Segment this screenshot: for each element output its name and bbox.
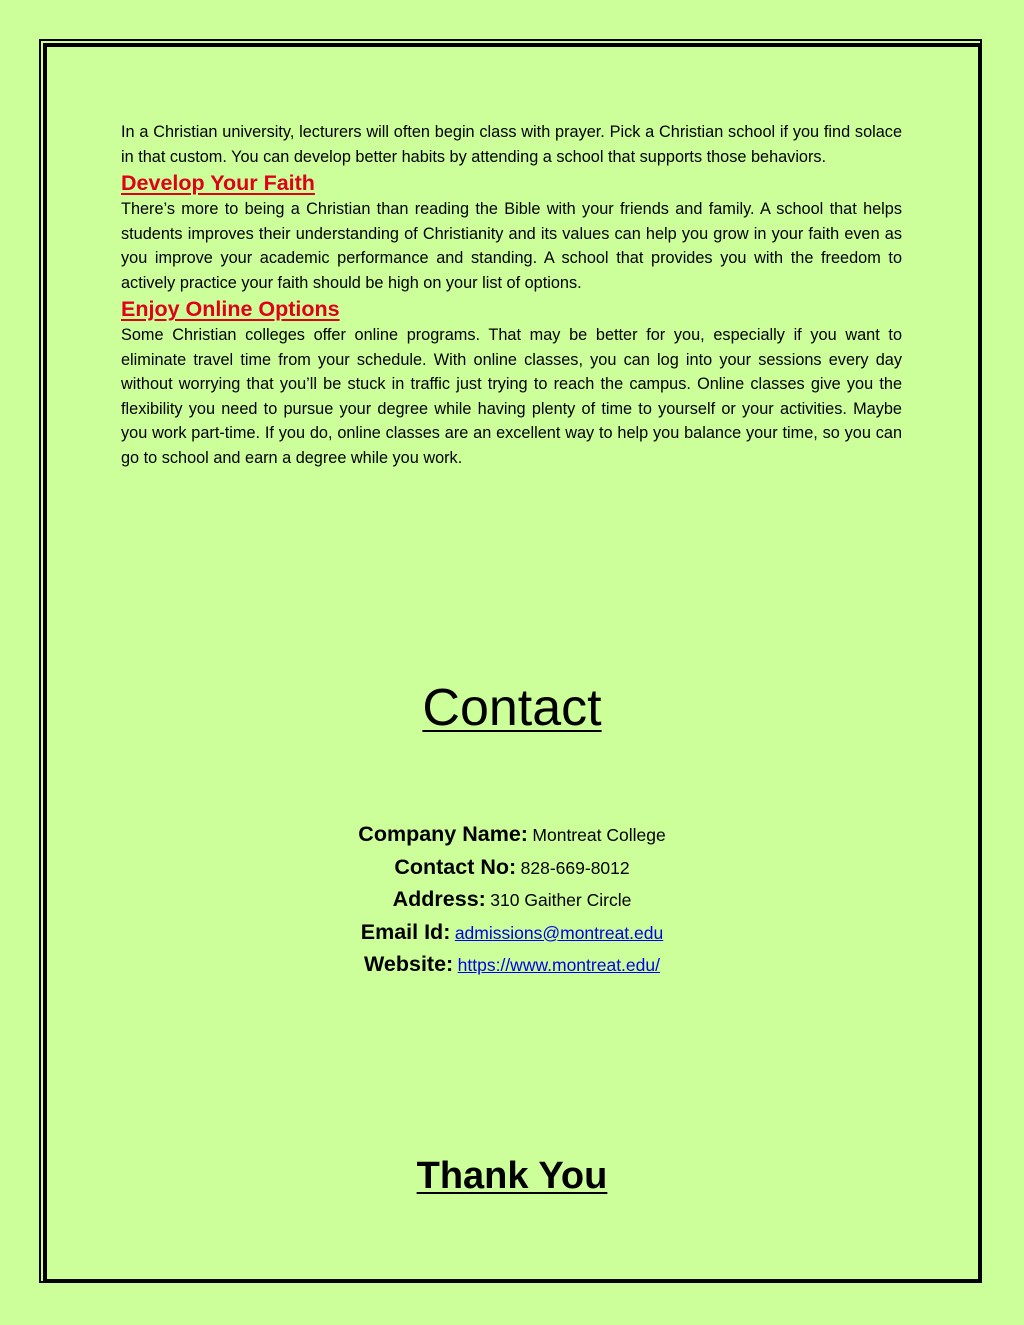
company-name-value: Montreat College <box>532 825 666 845</box>
contact-details <box>0 818 1024 981</box>
thank-you-text: Thank You <box>416 1155 608 1197</box>
article-body <box>121 120 902 470</box>
email-label: Email Id: <box>360 919 451 944</box>
address-value: 310 Gaither Circle <box>490 890 632 910</box>
intro-paragraph: In a Christian university, lecturers will often begin class with prayer. Pick a Christian school if you find solace in that custom. You can develop better habits by attending a school that supports those behaviors. <box>121 123 902 166</box>
contact-row-email <box>0 916 1024 949</box>
heading-enjoy-online-options: Enjoy Online Options <box>121 297 340 321</box>
website-label: Website: <box>364 952 454 976</box>
thank-you-heading <box>0 1148 1024 1204</box>
contact-title <box>0 670 1024 746</box>
contact-row-address <box>0 883 1024 916</box>
contact-row-phone <box>0 851 1024 884</box>
email-link[interactable]: admissions@montreat.edu <box>454 922 664 943</box>
online-options-paragraph: Some Christian colleges offer online programs. That may be better for you, especially if you want to eliminate travel time from your schedule. With online classes, you can log into your sessions every day without worrying that you’ll be stuck in traffic just trying to reach the campus. Online classes give you the flexibility you need to pursue your degree while having plenty of time to yourself or your activities. Maybe you work part-time. If you do, online classes are an excellent way to help you balance your time, so you can go to school and earn a degree while you work. <box>121 326 902 467</box>
heading-develop-your-faith: Develop Your Faith <box>121 171 315 195</box>
address-label: Address: <box>392 887 486 911</box>
contact-row-website <box>0 948 1024 981</box>
website-link[interactable]: https://www.montreat.edu/ <box>457 955 660 975</box>
contact-no-label: Contact No: <box>394 854 517 879</box>
faith-paragraph: There’s more to being a Christian than reading the Bible with your friends and family. A school that helps students improves their understanding of Christianity and its values can help you grow in your faith even as you improve your academic performance and standing. A school that provides you with the freedom to actively practice your faith should be high on your list of options. <box>121 200 902 292</box>
contact-title-text: Contact <box>422 679 602 737</box>
contact-no-value: 828-669-8012 <box>520 857 630 878</box>
contact-row-company <box>0 818 1024 851</box>
company-name-label: Company Name: <box>358 822 528 846</box>
